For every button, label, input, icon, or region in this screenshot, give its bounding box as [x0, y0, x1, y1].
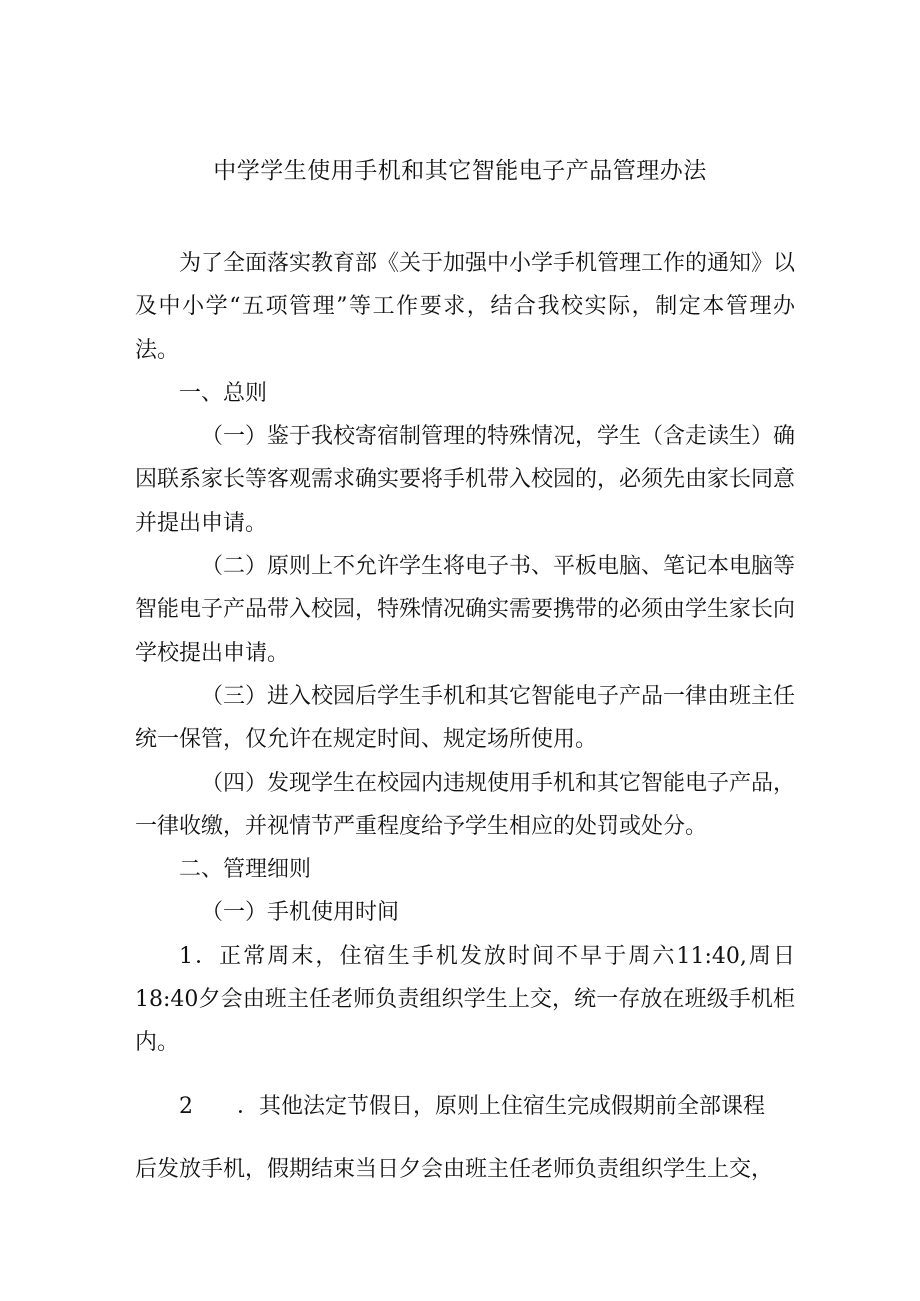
intro-paragraph: 为了全面落实教育部《关于加强中小学手机管理工作的通知》以及中小学“五项管理”等工作要求，结合我校实际，制定本管理办法。: [135, 251, 796, 363]
general-item-2: （二）原则上不允许学生将电子书、平板电脑、笔记本电脑等智能电子产品带入校园，特殊情况确实需要携带的必须由学生家长向学校提出申请。: [135, 554, 796, 666]
section-heading-rules: 二、管理细则: [179, 857, 312, 883]
general-item-4: （四）发现学生在校园内违规使用手机和其它智能电子产品，一律收缴，并视情节严重程度给予学生相应的处罚或处分。: [135, 770, 796, 839]
general-item-3: （三）进入校园后学生手机和其它智能电子产品一律由班主任统一保管，仅允许在规定时间、规定场所使用。: [135, 683, 796, 753]
section-heading-general: 一、总则: [179, 380, 268, 406]
subheading-phone-time: （一）手机使用时间: [201, 900, 400, 926]
document-title: 中学学生使用手机和其它智能电子产品管理办法: [213, 158, 707, 184]
general-item-1: （一）鉴于我校寄宿制管理的特殊情况，学生（含走读生）确因联系家长等客观需求确实要将手机带入校园的，必须先由家长同意并提出申请。: [135, 424, 796, 536]
document-body: [135, 242, 795, 1213]
rule-item-1: 1．正常周末，住宿生手机发放时间不早于周六11:40,周日18:40夕会由班主任老师负责组织学生上交，统一存放在班级手机柜内。: [135, 943, 795, 1056]
rule-item-2-line1: 2 ．其他法定节假日，原则上住宿生完成假期前全部课程: [179, 1093, 765, 1119]
rule-item-2-line2: 后发放手机，假期结束当日夕会由班主任老师负责组织学生上交，: [135, 1156, 774, 1182]
